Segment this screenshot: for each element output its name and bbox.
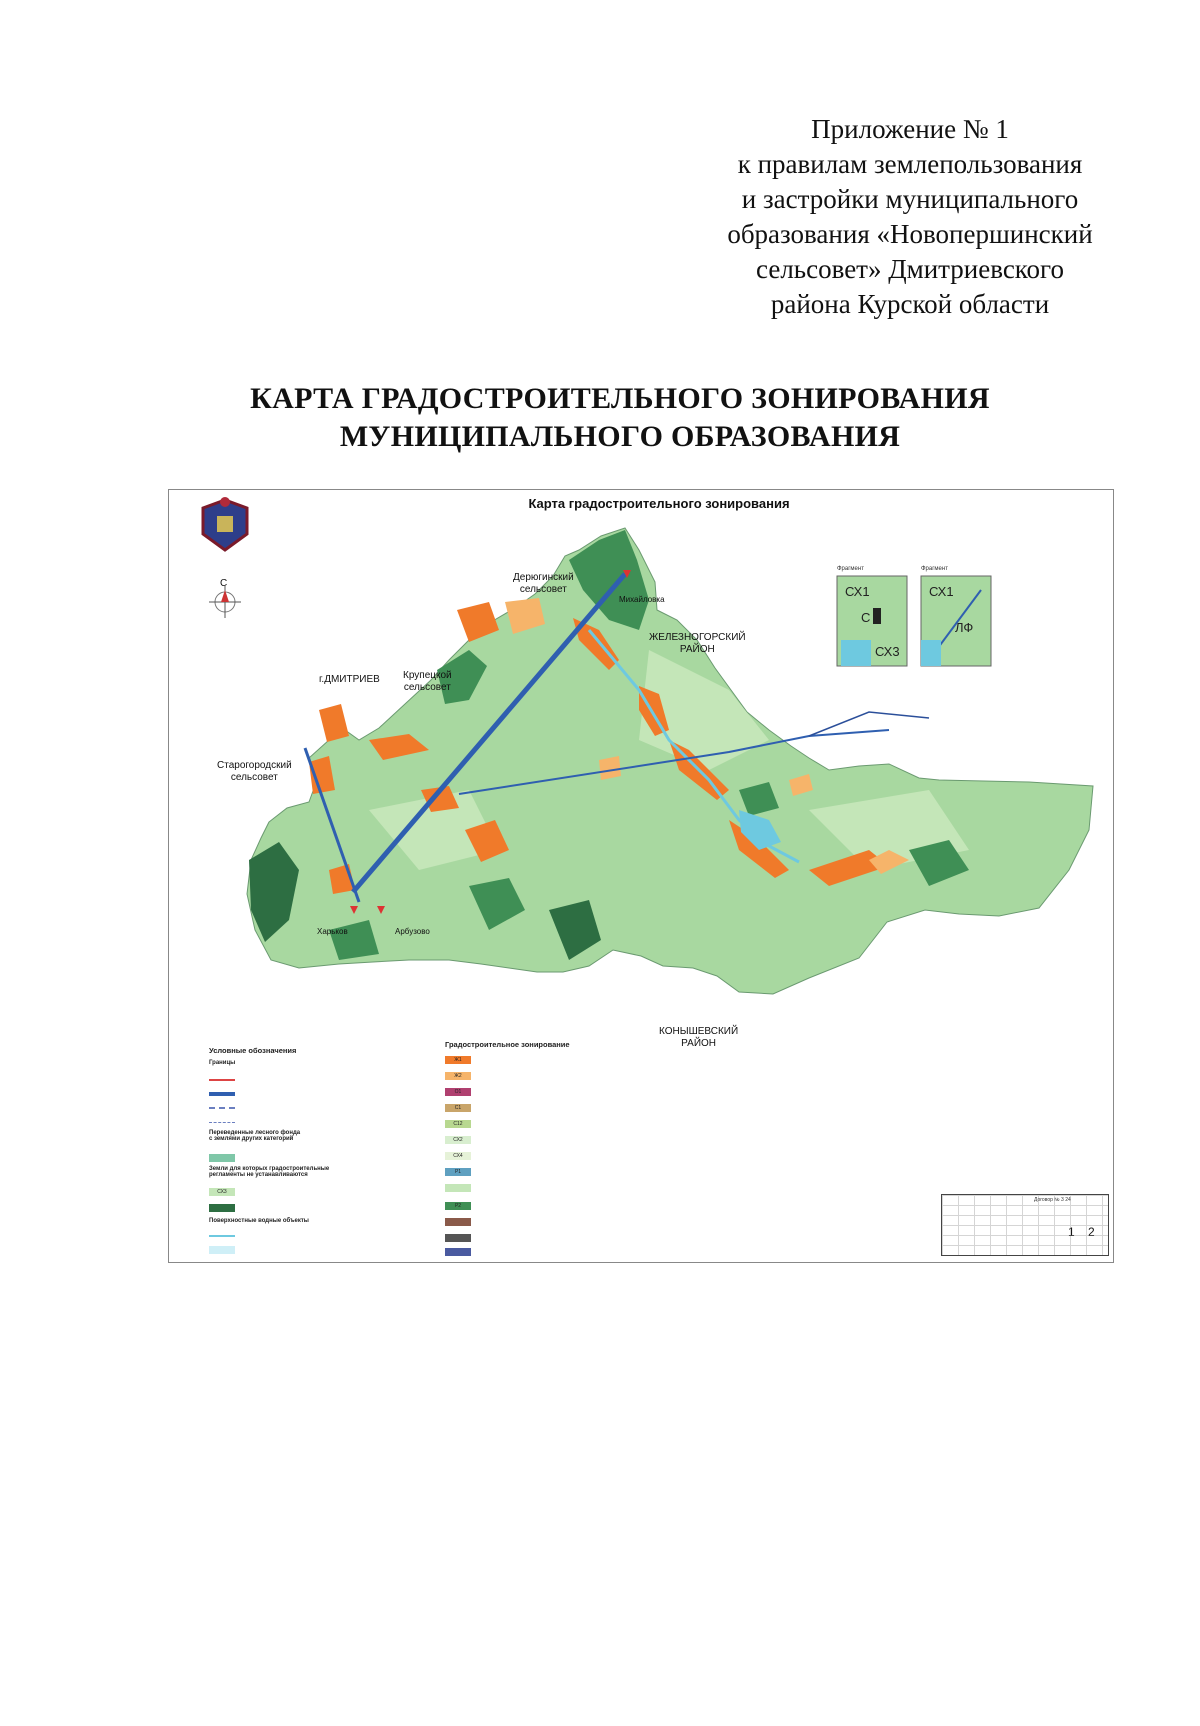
appendix-line: образования «Новопершинский: [727, 219, 1093, 249]
appendix-line: к правилам землепользования: [737, 149, 1083, 179]
legend-item: [445, 1246, 479, 1258]
place-label-zheleznogorsky: ЖЕЛЕЗНОГОРСКИЙ РАЙОН: [649, 632, 746, 655]
stamp-sheet-total: 2: [1088, 1225, 1095, 1239]
legend-item: Ж1: [445, 1054, 479, 1066]
legend-item: [209, 1088, 243, 1100]
place-label-krupetskoy: Крупецкой сельсовет: [403, 670, 452, 693]
inset-zone-code: ЛФ: [955, 620, 974, 635]
inset-caption: Фрагмент: [837, 566, 864, 572]
legend-item: СХ2: [445, 1134, 479, 1146]
legend-item: [209, 1202, 243, 1214]
inset-zone-code: С: [861, 610, 871, 625]
appendix-line: и застройки муниципального: [741, 184, 1079, 214]
legend-item: Ж2: [445, 1070, 479, 1082]
compass-icon: [209, 586, 241, 618]
legend-title: Градостроительное зонирование: [445, 1040, 570, 1049]
legend-item: СХ3: [209, 1186, 243, 1198]
north-label: С: [220, 578, 228, 589]
residential-zone: [599, 756, 621, 780]
appendix-line: района Курской области: [770, 289, 1050, 319]
residential-zone: [319, 704, 349, 742]
legend-item: С12: [445, 1118, 479, 1130]
stamp-sheet: 1: [1068, 1225, 1075, 1239]
appendix-line: Приложение № 1: [811, 114, 1009, 144]
coat-of-arms: [203, 497, 247, 550]
place-label-arbuzovo: Арбузово: [395, 927, 430, 936]
legend-item: [445, 1216, 479, 1228]
legend-item: [445, 1232, 479, 1244]
legend-section-title: Поверхностные водные объекты: [209, 1218, 309, 1224]
place-label-deryuginsky: Дерюгинский сельсовет: [513, 572, 574, 595]
map-title: Карта градостроительного зонирования: [528, 496, 790, 511]
legend-section-title: Переведенные лесного фонда с землями других категорий: [209, 1130, 301, 1142]
inset-caption: Фрагмент: [921, 566, 948, 572]
legend-section-title: Земли для которых градостроительные регламенты не устанавливаются: [209, 1166, 330, 1178]
document-title-line: МУНИЦИПАЛЬНОГО ОБРАЗОВАНИЯ: [339, 420, 901, 453]
legend-item: Р2: [445, 1200, 479, 1212]
inset-zone-code: СХ3: [875, 644, 900, 659]
legend-item: [445, 1182, 479, 1194]
legend-item: [209, 1244, 243, 1256]
appendix-block: [690, 112, 1130, 322]
place-label-kharkov: Харьков: [317, 927, 348, 936]
legend-item: [209, 1152, 243, 1164]
document-title-line: КАРТА ГРАДОСТРОИТЕЛЬНОГО ЗОНИРОВАНИЯ: [250, 382, 990, 415]
legend-title: Условные обозначения: [209, 1046, 297, 1055]
legend-item: С1: [445, 1102, 479, 1114]
place-label-dmitriev: г.ДМИТРИЕВ: [319, 674, 380, 685]
legend-item: [209, 1102, 243, 1114]
inset-zone-code: СХ1: [845, 584, 870, 599]
place-label-starogorodsky: Старогородский сельсовет: [217, 760, 292, 783]
legend-item: СХ4: [445, 1150, 479, 1162]
legend-section-title: Границы: [209, 1060, 236, 1066]
place-label-konyshevsky: КОНЫШЕВСКИЙ РАЙОН: [659, 1026, 739, 1049]
zoning-map: [168, 489, 1114, 1263]
legend-item: [209, 1074, 243, 1086]
legend-item: О1: [445, 1086, 479, 1098]
legend-item: [209, 1116, 243, 1128]
appendix-line: сельсовет» Дмитриевского: [756, 254, 1064, 284]
place-label-mikhailovka: Михайловка: [619, 595, 665, 604]
stamp-contract: Договор № 3 24: [1034, 1197, 1071, 1203]
legend-item: Р1: [445, 1166, 479, 1178]
inset-zone-code: СХ1: [929, 584, 954, 599]
title-stamp: [941, 1194, 1109, 1256]
document-title: [170, 380, 1070, 456]
legend-item: [209, 1230, 243, 1242]
